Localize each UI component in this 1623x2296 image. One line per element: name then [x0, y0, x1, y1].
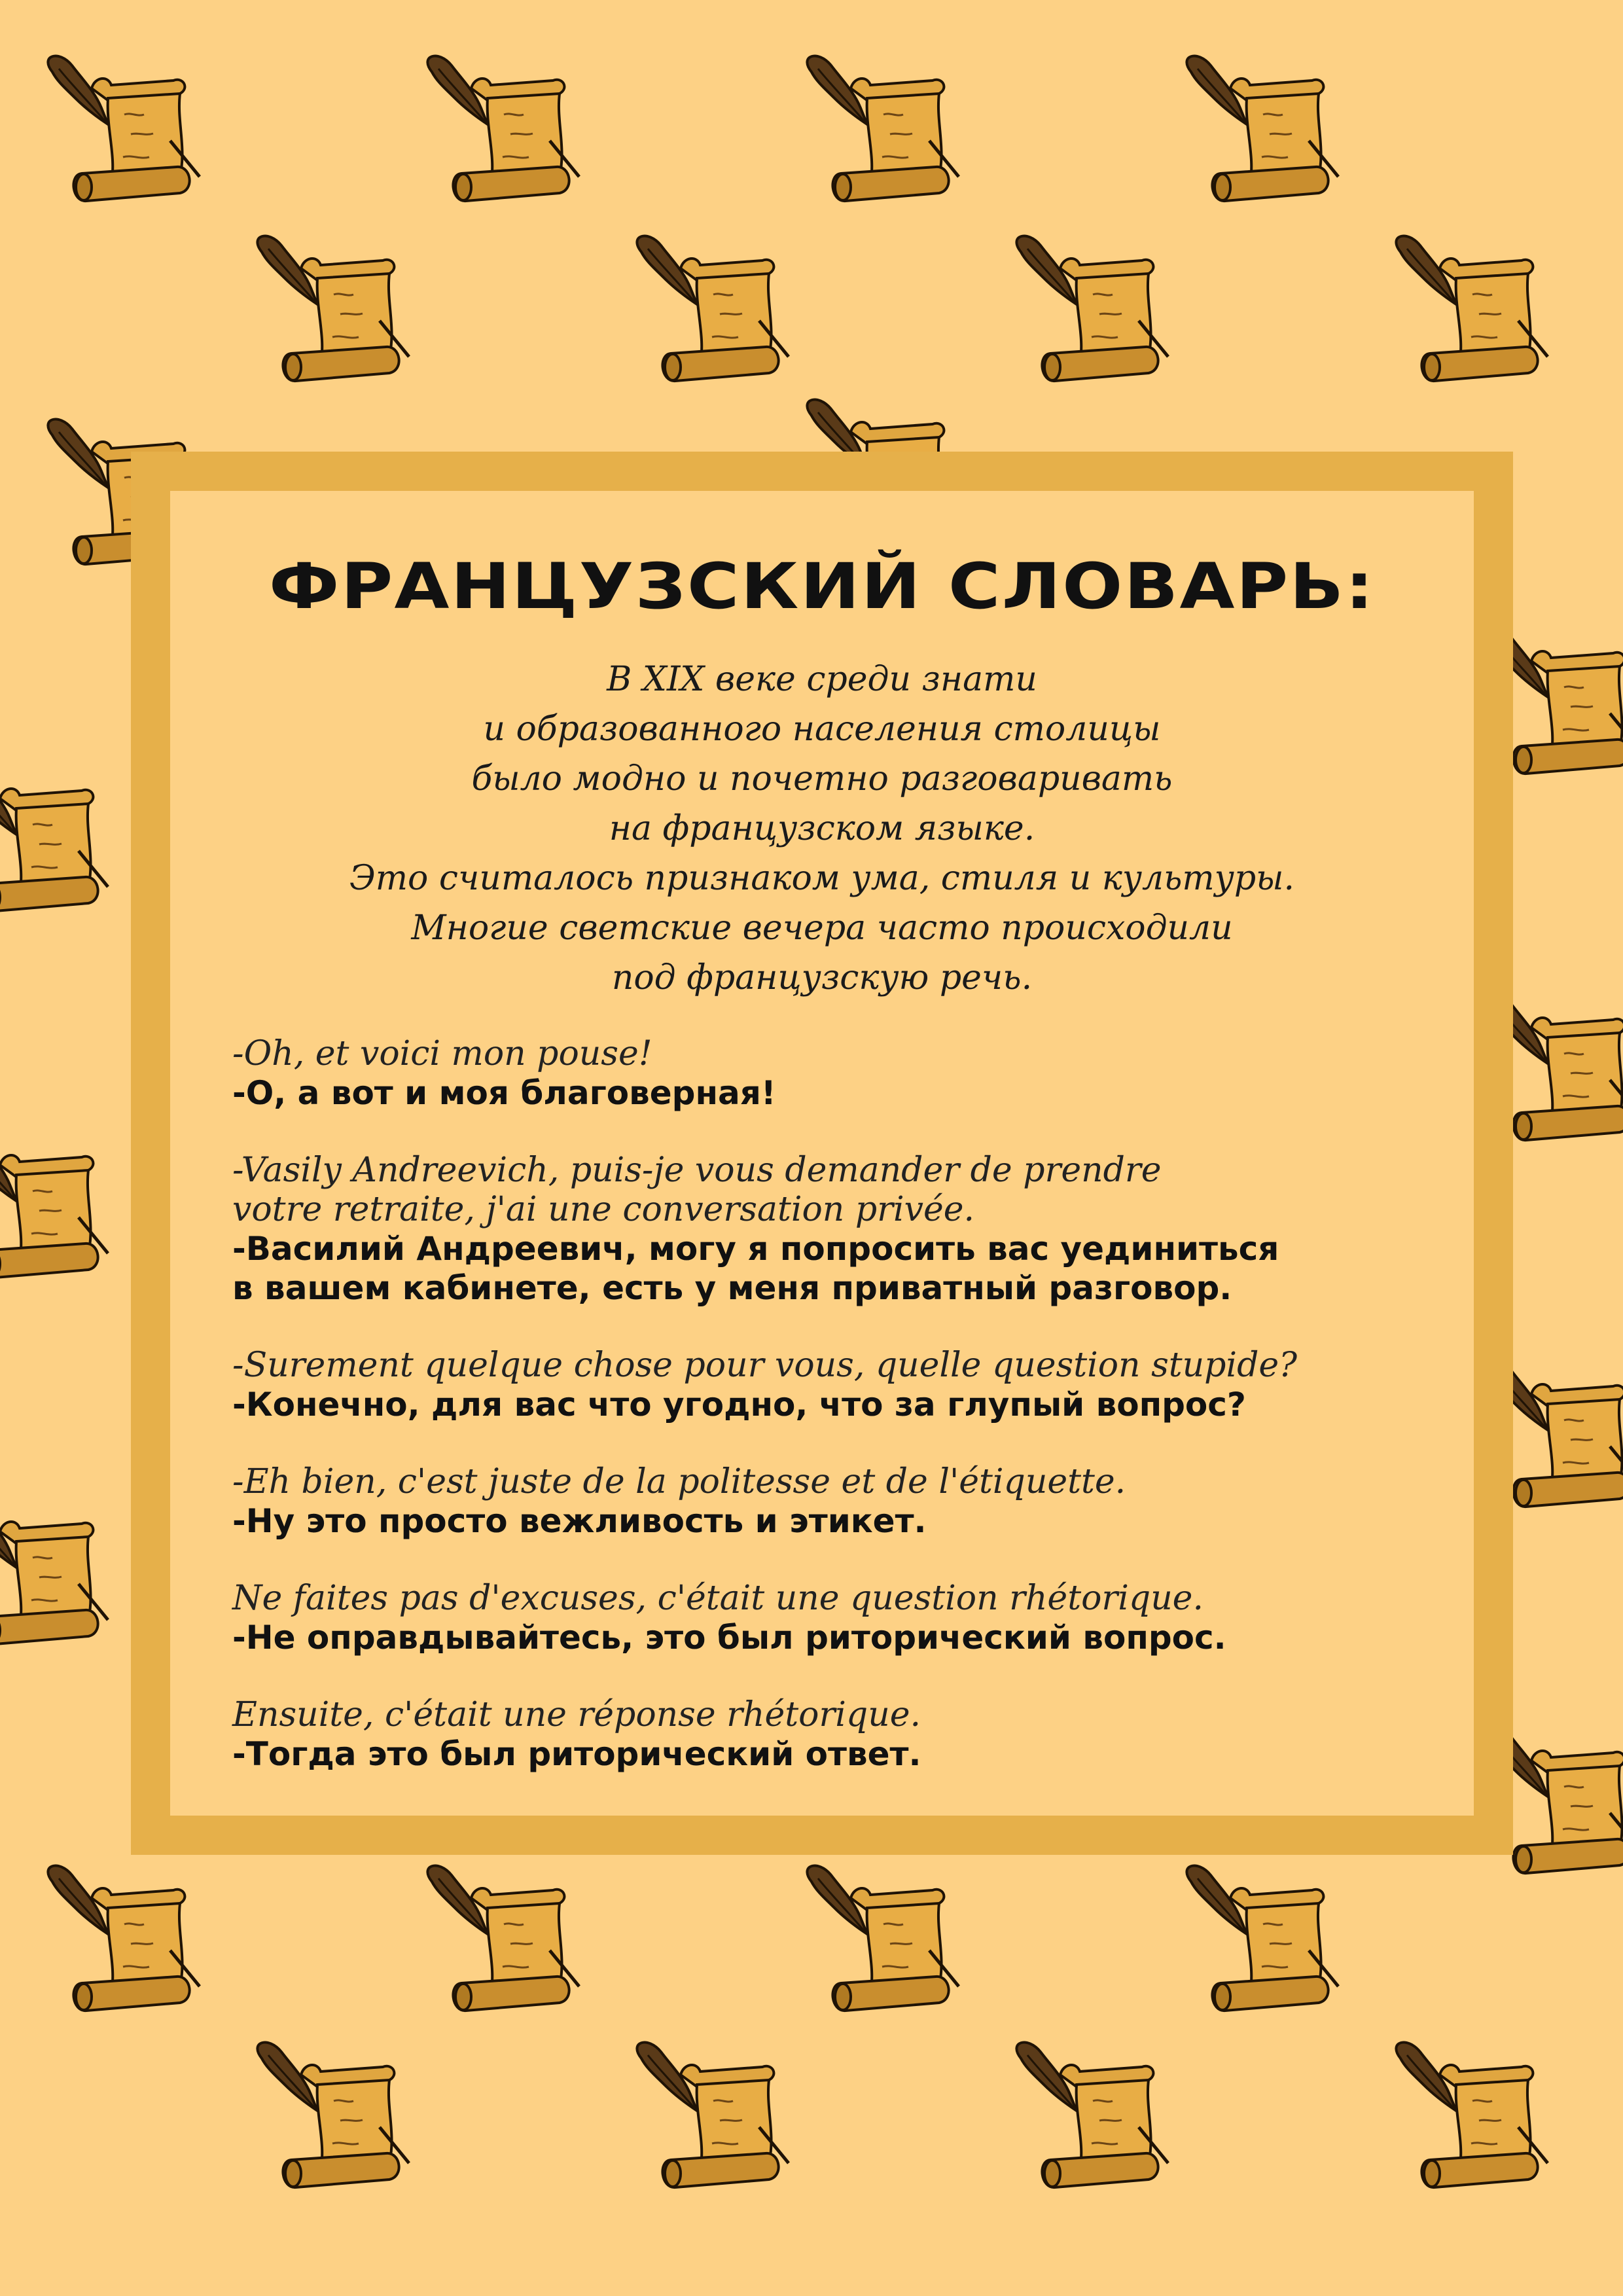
dialogue-entry: [232, 1346, 1461, 1424]
pattern-row-2: [257, 236, 1548, 382]
pattern-row-bottom-1: [48, 1866, 1338, 2011]
french-phrase: -Vasily Andreevich, puis-je vous demander de prendre: [232, 1151, 1162, 1190]
russian-translation: -О, а вот и моя благоверная!: [232, 1074, 776, 1112]
content-frame: [131, 452, 1513, 1855]
intro-line: В XIX веке среди знати: [607, 660, 1037, 699]
intro-line: и образованного населения столицы: [483, 709, 1161, 749]
russian-translation: -Не оправдывайтесь, это был риторический вопрос.: [232, 1619, 1226, 1657]
intro-line: под французскую речь.: [611, 958, 1033, 997]
dialogue-entry: [232, 1034, 1461, 1113]
russian-translation: -Конечно, для вас что угодно, что за глупый вопрос?: [232, 1386, 1246, 1424]
french-phrase: -Oh, et voici mon pouse!: [232, 1034, 652, 1073]
dialogue-list: [232, 1034, 1461, 1812]
pattern-row-1: [48, 56, 1338, 202]
intro-line: на французском языке.: [609, 809, 1035, 848]
russian-translation: в вашем кабинете, есть у меня приватный разговор.: [232, 1269, 1232, 1307]
french-phrase: Ne faites pas d'excuses, c'était une question rhétorique.: [232, 1579, 1204, 1618]
pattern-row-bottom-2: [257, 2043, 1548, 2188]
intro-line: Это считалось признаком ума, стиля и культуры.: [349, 859, 1295, 898]
russian-translation: -Ну это просто вежливость и этикет.: [232, 1502, 927, 1540]
french-phrase: votre retraite, j'ai une conversation privée.: [232, 1190, 975, 1229]
intro-line: было модно и почетно разговаривать: [471, 759, 1173, 798]
page-title: ФРАНЦУЗСКИЙ СЛОВАРЬ:: [268, 550, 1376, 623]
russian-translation: -Тогда это был риторический ответ.: [232, 1735, 921, 1773]
content-panel: [170, 491, 1474, 1816]
russian-translation: -Василий Андреевич, могу я попросить вас уединиться: [232, 1230, 1279, 1268]
french-phrase: -Eh bien, c'est juste de la politesse et de l'étiquette.: [232, 1462, 1126, 1501]
intro-paragraph: [170, 655, 1474, 1003]
french-phrase: Ensuite, c'était une réponse rhétorique.: [232, 1695, 921, 1734]
intro-line: Многие светские вечера часто происходили: [411, 908, 1233, 948]
dialogue-entry: [232, 1579, 1461, 1657]
french-phrase: -Surement quelque chose pour vous, quelle question stupide?: [232, 1346, 1298, 1385]
dialogue-entry: [232, 1462, 1461, 1541]
dialogue-entry: [232, 1695, 1461, 1774]
dialogue-entry: [232, 1151, 1461, 1308]
pattern-side-left: [0, 766, 108, 1645]
